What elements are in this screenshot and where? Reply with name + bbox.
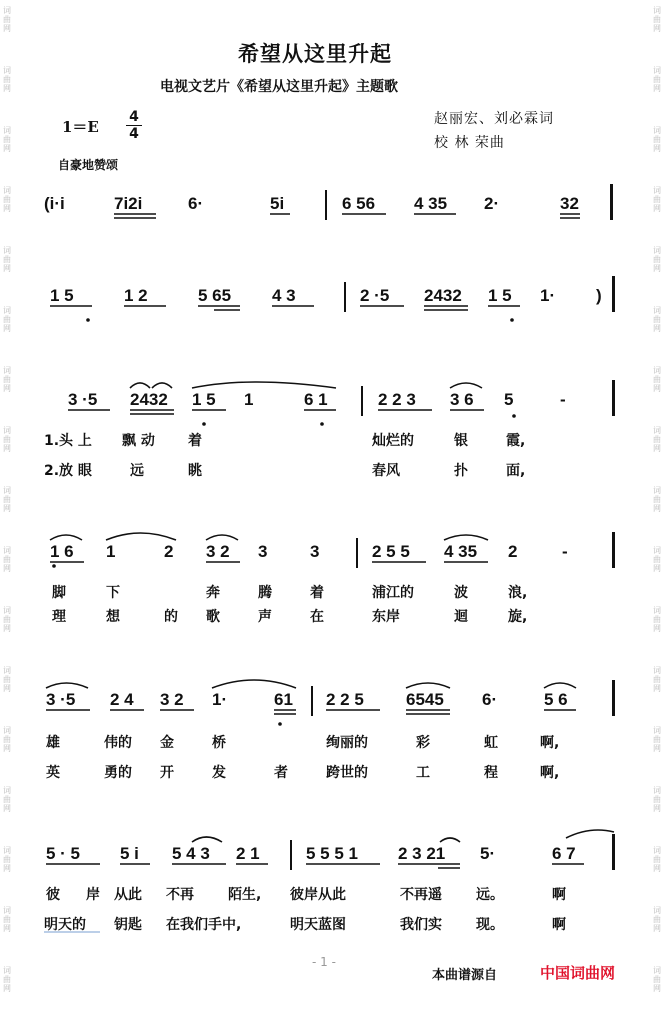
watermark-text: 词 曲 网 bbox=[3, 186, 11, 213]
watermark-text: 词 曲 网 bbox=[653, 246, 661, 273]
note-group: 1 2 bbox=[124, 286, 148, 305]
watermark-text: 词 曲 网 bbox=[3, 726, 11, 753]
lyric-verse-1: 着 bbox=[310, 585, 324, 601]
note-group: 1 bbox=[244, 390, 254, 409]
lyric-verse-2: 想 bbox=[106, 609, 120, 625]
note-group: 7i2i bbox=[114, 194, 143, 213]
lyric-verse-1: 雄 bbox=[46, 735, 60, 751]
note-group: 5 · 5 bbox=[46, 844, 81, 863]
lyric-verse-1: 陌生, bbox=[228, 887, 262, 903]
lyric-verse-2: 旋, bbox=[508, 609, 528, 625]
lyric-verse-2: 明天蓝图 bbox=[290, 917, 346, 933]
watermark-text: 词 曲 网 bbox=[3, 426, 11, 453]
lyric-verse-2: 2.放 眼 bbox=[44, 463, 92, 479]
lyric-verse-2: 工 bbox=[416, 765, 430, 781]
note-group: 2 4 bbox=[110, 690, 134, 709]
note-group: 5· bbox=[480, 844, 496, 863]
watermark-text: 词 曲 网 bbox=[3, 366, 11, 393]
note-group: 6 56 bbox=[342, 194, 376, 213]
note-group: 3 6 bbox=[450, 390, 474, 409]
lyric-verse-1: 伟的 bbox=[104, 735, 132, 751]
note-group: - bbox=[562, 542, 568, 561]
watermark-text: 词 曲 网 bbox=[3, 846, 11, 873]
note-group: 2 2 3 bbox=[378, 390, 416, 409]
note-group: 1· bbox=[212, 690, 228, 709]
watermark-text: 词 曲 网 bbox=[3, 966, 11, 993]
note-group: 61 bbox=[274, 690, 293, 709]
watermark-text: 词 曲 网 bbox=[653, 966, 661, 993]
lyric-verse-1: 彩 bbox=[416, 735, 430, 751]
note-group: 2 1 bbox=[236, 844, 260, 863]
lyric-verse-2: 迴 bbox=[454, 609, 468, 625]
watermark-text: 词 曲 网 bbox=[3, 126, 11, 153]
composer-credit: 校 林 荣曲 bbox=[434, 135, 505, 151]
lyric-verse-2: 面, bbox=[506, 463, 526, 479]
watermark-text: 词 曲 网 bbox=[3, 306, 11, 333]
note-group: 1· bbox=[540, 286, 556, 305]
lyric-verse-1: 灿烂的 bbox=[372, 433, 414, 449]
note-group: 1 bbox=[106, 542, 116, 561]
note-group: 32 bbox=[560, 194, 579, 213]
watermark-text: 词 曲 网 bbox=[3, 666, 11, 693]
lyricist-credit: 赵丽宏、刘必霖词 bbox=[434, 111, 554, 127]
lyric-verse-1: 不再 bbox=[166, 887, 194, 903]
watermark-text: 词 曲 网 bbox=[653, 486, 661, 513]
song-subtitle: 电视文艺片《希望从这里升起》主题歌 bbox=[160, 79, 398, 95]
watermark-text: 词 曲 网 bbox=[653, 846, 661, 873]
lyric-verse-2: 的 bbox=[164, 609, 178, 625]
lyric-verse-2: 程 bbox=[484, 765, 498, 781]
note-group: 3 2 bbox=[206, 542, 230, 561]
note-group: 5 65 bbox=[198, 286, 232, 305]
note-group: 2432 bbox=[130, 390, 168, 409]
note-group: 3 bbox=[258, 542, 268, 561]
watermark-text: 词 曲 网 bbox=[3, 66, 11, 93]
lyric-verse-1: 浪, bbox=[508, 585, 528, 601]
lyric-verse-1: 波 bbox=[454, 585, 468, 601]
note-group: 5 4 3 bbox=[172, 844, 210, 863]
lyric-verse-2: 勇的 bbox=[104, 765, 132, 781]
note-group: 1 5 bbox=[488, 286, 512, 305]
lyric-verse-1: 啊, bbox=[540, 735, 560, 751]
source-label: 本曲谱源自 bbox=[432, 968, 498, 983]
page-number: - 1 - bbox=[312, 955, 336, 969]
watermark-text: 词 曲 网 bbox=[3, 606, 11, 633]
watermark-text: 词 曲 网 bbox=[653, 426, 661, 453]
lyric-verse-2: 歌 bbox=[206, 609, 220, 625]
watermark-text: 词 曲 网 bbox=[3, 486, 11, 513]
lyric-verse-1: 啊 bbox=[552, 887, 566, 903]
watermark-text: 词 曲 网 bbox=[653, 786, 661, 813]
lyric-verse-2: 钥匙 bbox=[114, 917, 142, 933]
lyric-verse-1: 银 bbox=[454, 433, 468, 449]
lyric-verse-1: 浦江的 bbox=[372, 585, 414, 601]
watermark-text: 词 曲 网 bbox=[653, 126, 661, 153]
lyric-verse-2: 跨世的 bbox=[326, 765, 368, 781]
note-group: 1 5 bbox=[192, 390, 216, 409]
lyric-verse-2: 现。 bbox=[476, 917, 504, 933]
lyric-verse-1: 腾 bbox=[258, 585, 272, 601]
lyric-verse-1: 不再遥 bbox=[400, 887, 442, 903]
note-group: 4 35 bbox=[414, 194, 448, 213]
watermark-text: 词 曲 网 bbox=[653, 186, 661, 213]
note-group: 2 ·5 bbox=[360, 286, 390, 305]
tempo-marking: 自豪地赞颂 bbox=[58, 158, 119, 172]
lyric-verse-1: 远。 bbox=[476, 887, 504, 903]
lyric-verse-2: 在我们手中, bbox=[166, 917, 242, 933]
source-site-name: 中国词曲网 bbox=[540, 964, 616, 982]
lyric-verse-2: 我们实 bbox=[400, 917, 442, 933]
lyric-verse-1: 奔 bbox=[206, 585, 220, 601]
note-group: 3 2 bbox=[160, 690, 184, 709]
song-title: 希望从这里升起 bbox=[238, 41, 392, 66]
lyric-verse-2: 眺 bbox=[188, 463, 202, 479]
lyric-verse-1: 虹 bbox=[484, 735, 498, 751]
note-group: 5i bbox=[270, 194, 285, 213]
note-group: 2432 bbox=[424, 286, 462, 305]
lyric-verse-1: 岸 bbox=[86, 887, 100, 903]
time-top: 4 bbox=[129, 109, 139, 125]
lyric-verse-2: 发 bbox=[212, 765, 226, 781]
note-group: 5 i bbox=[120, 844, 139, 863]
lyric-verse-2: 英 bbox=[46, 765, 60, 781]
watermark-text: 词 曲 网 bbox=[3, 786, 11, 813]
note-group: 2· bbox=[484, 194, 500, 213]
note-group: 5 bbox=[504, 390, 514, 409]
time-bottom: 4 bbox=[129, 126, 139, 142]
watermark-text: 词 曲 网 bbox=[653, 666, 661, 693]
note-group: 6· bbox=[188, 194, 204, 213]
note-group: - bbox=[560, 390, 566, 409]
note-group: 6 1 bbox=[304, 390, 328, 409]
lyric-verse-1: 1.头 上 bbox=[44, 433, 92, 449]
watermark-text: 词 曲 网 bbox=[3, 6, 11, 33]
note-group: 3 ·5 bbox=[46, 690, 76, 709]
lyric-verse-2: 啊 bbox=[552, 917, 566, 933]
key-label: 1＝E bbox=[62, 118, 99, 136]
lyric-verse-1: 着 bbox=[188, 433, 202, 449]
note-group: 1 5 bbox=[50, 286, 74, 305]
note-group: 6 7 bbox=[552, 844, 576, 863]
lyric-verse-2: 声 bbox=[258, 609, 272, 625]
note-group: 6545 bbox=[406, 690, 444, 709]
note-group: 4 3 bbox=[272, 286, 296, 305]
lyric-verse-1: 下 bbox=[106, 585, 120, 601]
lyric-verse-2: 者 bbox=[274, 765, 288, 781]
note-group: 3 bbox=[310, 542, 320, 561]
lyric-verse-2: 东岸 bbox=[372, 609, 400, 625]
note-group: 2 bbox=[164, 542, 174, 561]
note-group: 6· bbox=[482, 690, 498, 709]
lyric-verse-1: 彼 bbox=[46, 887, 60, 903]
note-group: 5 5 5 1 bbox=[306, 844, 358, 863]
watermark-text: 词 曲 网 bbox=[653, 606, 661, 633]
watermark-text: 词 曲 网 bbox=[653, 366, 661, 393]
watermark-text: 词 曲 网 bbox=[653, 306, 661, 333]
lyric-verse-1: 飘 动 bbox=[122, 433, 155, 449]
lyric-verse-1: 绚丽的 bbox=[326, 735, 368, 751]
lyric-verse-1: 桥 bbox=[212, 735, 226, 751]
lyric-verse-2: 明天的 bbox=[44, 917, 86, 933]
watermark-text: 词 曲 网 bbox=[653, 6, 661, 33]
watermark-text: 词 曲 网 bbox=[653, 66, 661, 93]
lyric-verse-2: 开 bbox=[160, 765, 174, 781]
watermark-text: 词 曲 网 bbox=[3, 906, 11, 933]
lyric-verse-2: 春风 bbox=[372, 463, 400, 479]
note-group: 2 3 21 bbox=[398, 844, 446, 863]
note-group: 3 ·5 bbox=[68, 390, 98, 409]
note-group: 2 bbox=[508, 542, 518, 561]
lyric-verse-1: 彼岸从此 bbox=[290, 887, 346, 903]
lyric-verse-2: 在 bbox=[310, 609, 324, 625]
note-group: 1 6 bbox=[50, 542, 74, 561]
note-group: 2 5 5 bbox=[372, 542, 410, 561]
watermark-text: 词 曲 网 bbox=[653, 546, 661, 573]
note-group: 2 2 5 bbox=[326, 690, 364, 709]
watermark-text: 词 曲 网 bbox=[653, 906, 661, 933]
note-group: 4 35 bbox=[444, 542, 478, 561]
note-group: (i·i bbox=[44, 194, 65, 213]
lyric-verse-2: 扑 bbox=[454, 463, 468, 479]
lyric-verse-2: 远 bbox=[130, 463, 144, 479]
lyric-verse-1: 脚 bbox=[52, 585, 66, 601]
lyric-verse-1: 从此 bbox=[114, 887, 142, 903]
lyric-verse-2: 理 bbox=[52, 609, 66, 625]
lyric-verse-2: 啊, bbox=[540, 765, 560, 781]
watermark-text: 词 曲 网 bbox=[653, 726, 661, 753]
lyric-verse-1: 金 bbox=[160, 735, 174, 751]
watermark-text: 词 曲 网 bbox=[3, 246, 11, 273]
note-group: 5 6 bbox=[544, 690, 568, 709]
watermark-text: 词 曲 网 bbox=[3, 546, 11, 573]
lyric-verse-1: 霞, bbox=[506, 433, 526, 449]
note-group: ) bbox=[596, 286, 602, 305]
